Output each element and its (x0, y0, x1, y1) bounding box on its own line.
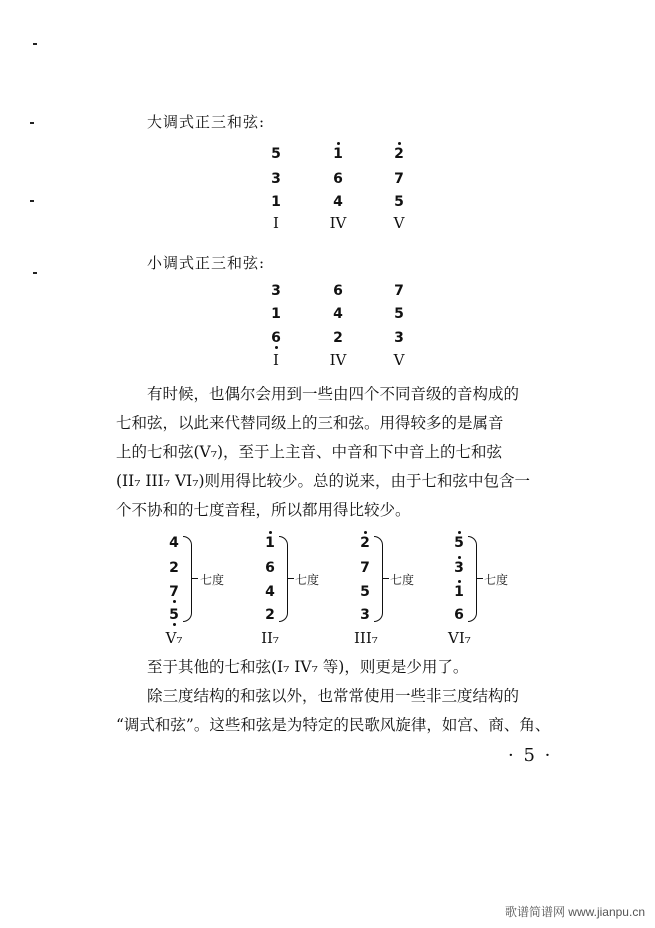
margin-mark (30, 122, 34, 124)
brace-tip (477, 578, 483, 579)
brace (279, 536, 288, 622)
minor-triads-heading: 小调式正三和弦: (147, 254, 266, 272)
note: 2 (333, 330, 343, 346)
roman-numeral: II₇ (261, 629, 279, 647)
roman-numeral: V (393, 214, 405, 232)
note: 4 (333, 194, 343, 210)
note: 6 (454, 607, 464, 623)
text-line: (II₇ III₇ VI₇)则用得比较少。总的说来，由于七和弦中包含一 (116, 472, 531, 490)
note-high: 3 (448, 560, 470, 576)
note-high: 2 (388, 146, 410, 162)
note: 3 (360, 607, 370, 623)
note: 7 (360, 560, 370, 576)
text-line: 除三度结构的和弦以外，也常常使用一些非三度结构的 (147, 687, 520, 705)
body-paragraph (116, 380, 578, 525)
text-line: 上的七和弦(V₇)，至于上主音、中音和下中音上的七和弦 (116, 443, 503, 461)
text-line: 有时候，也偶尔会用到一些由四个不同音级的音构成的 (147, 385, 520, 403)
roman-numeral: IV (329, 351, 347, 369)
margin-mark (30, 200, 34, 202)
brace-tip (383, 578, 389, 579)
note: 5 (360, 584, 370, 600)
roman-numeral: I (273, 214, 279, 232)
note: 5 (271, 146, 281, 162)
note: 2 (169, 560, 179, 576)
roman-numeral: VI₇ (448, 629, 471, 647)
major-triads-heading: 大调式正三和弦: (147, 113, 266, 131)
margin-mark (33, 272, 37, 274)
roman-numeral: IV (329, 214, 347, 232)
note-high: 1 (448, 584, 470, 600)
note: 4 (169, 535, 179, 551)
note: 3 (271, 283, 281, 299)
brace (374, 536, 383, 622)
note-high: 2 (354, 535, 376, 551)
text-line: 个不协和的七度音程，所以都用得比较少。 (116, 501, 411, 519)
text-line: “调式和弦”。这些和弦是为特定的民歌风旋律，如宫、商、角、 (116, 716, 551, 734)
note: 4 (333, 306, 343, 322)
text-line: 至于其他的七和弦(I₇ IV₇ 等)，则更是少用了。 (147, 658, 469, 676)
note: 5 (394, 306, 404, 322)
brace-tip (288, 578, 294, 579)
brace (183, 536, 192, 622)
page-number: · 5 · (508, 745, 553, 766)
note: 1 (271, 194, 281, 210)
note: 6 (265, 560, 275, 576)
note: 2 (265, 607, 275, 623)
note-high: 1 (327, 146, 349, 162)
text-line: 七和弦，以此来代替同级上的三和弦。用得较多的是属音 (116, 414, 504, 432)
note: 7 (394, 171, 404, 187)
brace-tip (192, 578, 198, 579)
brace (468, 536, 477, 622)
note: 3 (394, 330, 404, 346)
note-high: 1 (259, 535, 281, 551)
roman-numeral: V (393, 351, 405, 369)
note: 5 (394, 194, 404, 210)
margin-mark (33, 43, 37, 45)
note-high: 5 (448, 535, 470, 551)
interval-label: 七度 (484, 573, 509, 587)
interval-label: 七度 (295, 573, 320, 587)
note: 3 (271, 171, 281, 187)
note: 7 (394, 283, 404, 299)
roman-numeral: V₇ (165, 629, 183, 647)
note: 6 (333, 171, 343, 187)
watermark: 歌谱简谱网 www.jianpu.cn (504, 905, 645, 919)
note: 1 (271, 306, 281, 322)
roman-numeral: III₇ (354, 629, 378, 647)
note-low: 6 (265, 330, 287, 346)
roman-numeral: I (273, 351, 279, 369)
body-paragraph (116, 653, 578, 740)
note: 4 (265, 584, 275, 600)
note-low: 7 (163, 584, 185, 600)
interval-label: 七度 (390, 573, 415, 587)
note: 6 (333, 283, 343, 299)
note-low: 5 (163, 607, 185, 623)
interval-label: 七度 (200, 573, 225, 587)
